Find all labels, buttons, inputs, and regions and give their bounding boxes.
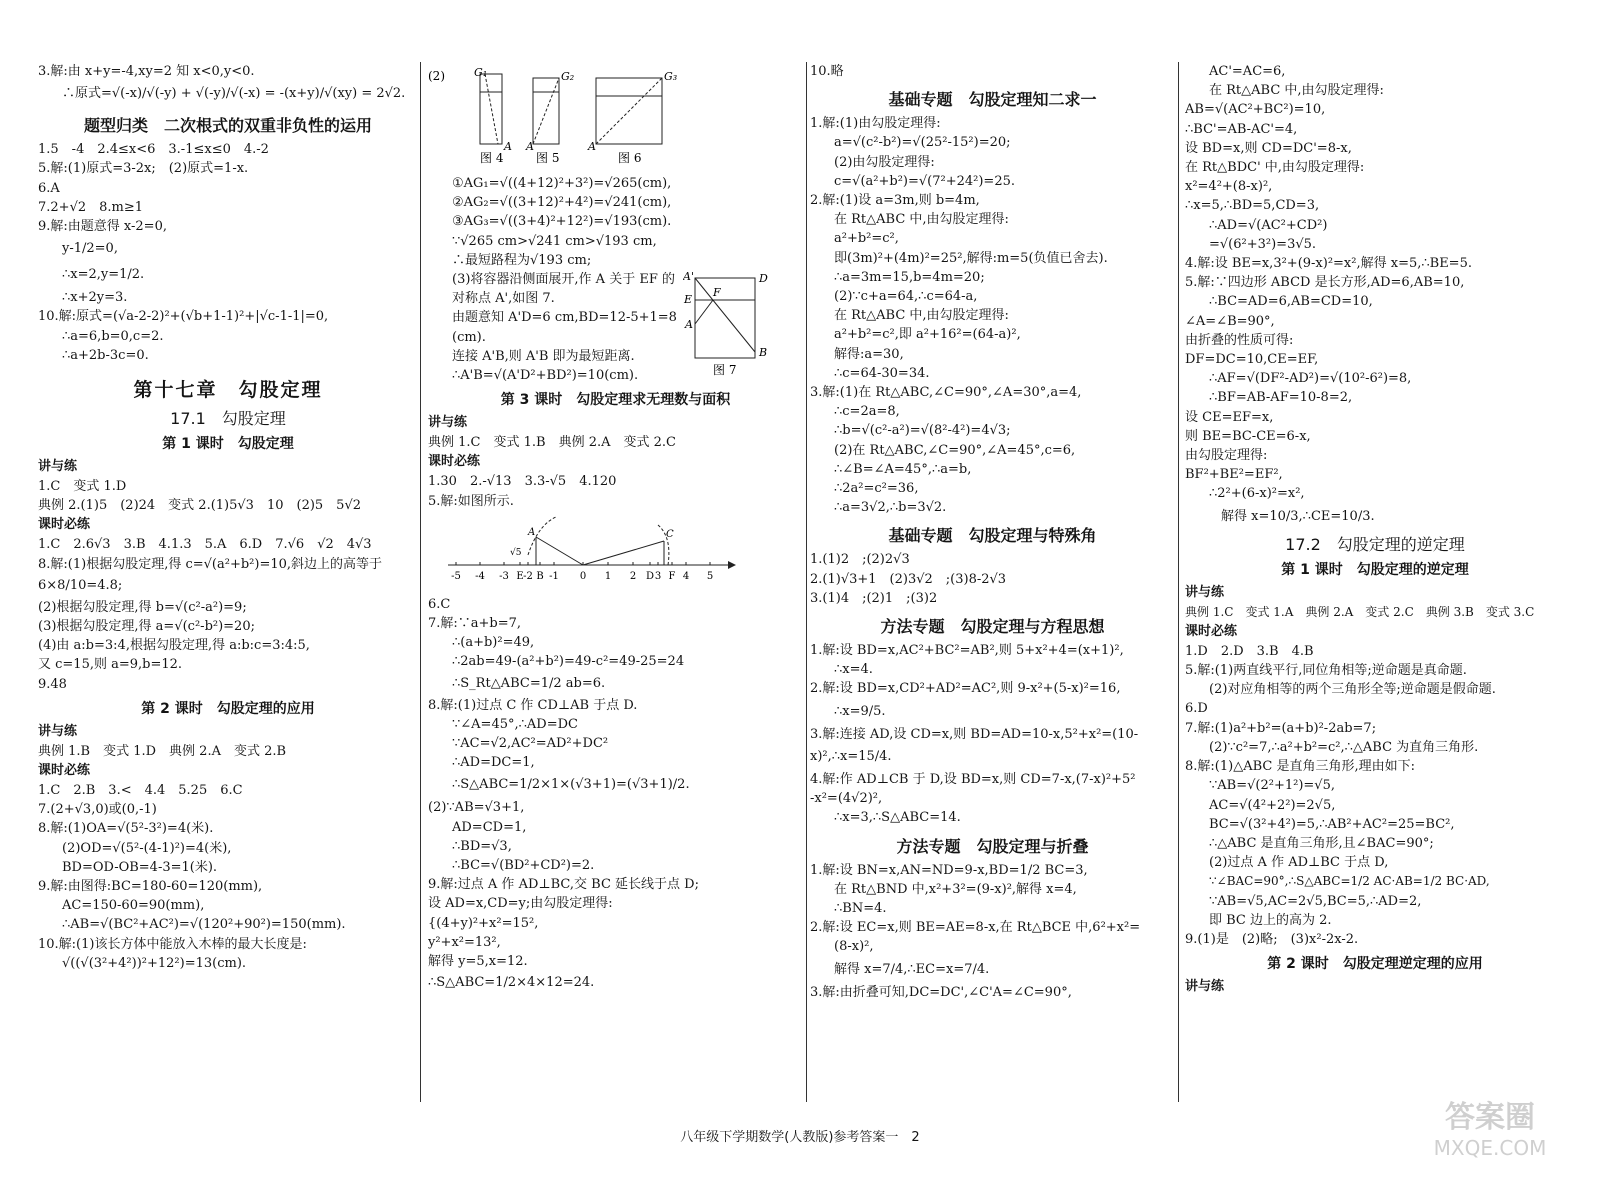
section-heading: 基础专题 勾股定理与特殊角 — [888, 526, 1097, 546]
figures-4-6 — [428, 66, 803, 170]
answer-line: ∴S△ABC=1/2×1×(√3+1)=(√3+1)/2. — [452, 777, 690, 793]
label-e: E — [684, 293, 693, 307]
answer-line: ∴BD=√3, — [452, 838, 512, 854]
answer-line: AB=√(AC²+BC²)=10, — [1185, 102, 1326, 118]
answer-line: ∴AB=√(BC²+AC²)=√(120²+90²)=150(mm). — [62, 917, 346, 933]
answer-line: 6.A — [38, 180, 60, 196]
label-g3: G₃ — [664, 70, 678, 83]
answer-line: ∴原式=√(-x)/√(-y) + √(-y)/√(-x) = -(x+y)/√(xy) = 2√2. — [62, 86, 406, 102]
answer-line: 在 Rt△ABC 中,由勾股定理得: — [1209, 83, 1384, 99]
answer-line: ∴BC=√(BD²+CD²)=2. — [452, 858, 595, 874]
answer-line: ∴(a+b)²=49, — [452, 635, 535, 651]
answer-line: 1.解:设 BD=x,AC²+BC²=AB²,则 5+x²+4=(x+1)², — [810, 643, 1124, 659]
answer-line: 9.48 — [38, 676, 67, 692]
answer-line: c=√(a²+b²)=√(7²+24²)=25. — [834, 173, 1016, 189]
answer-line: 9.(1)是 (2)略; (3)x²-2x-2. — [1185, 931, 1359, 947]
section-title: 17.2 勾股定理的逆定理 — [1285, 534, 1465, 554]
answer-line: 6.D — [1185, 701, 1208, 717]
answer-line: 2.解:设 BD=x,CD²+AD²=AC²,则 9-x²+(5-x)²=16, — [810, 681, 1121, 697]
watermark-text: 答案圈 — [1445, 1100, 1535, 1135]
answer-line: (2)∵c+a=64,∴c=64-a, — [834, 289, 978, 305]
answer-line: ∴x=3,∴S△ABC=14. — [834, 810, 961, 826]
label-a-prime: A' — [683, 270, 694, 284]
answer-line: 设 CE=EF=x, — [1185, 409, 1274, 425]
answer-line: 1.解:设 BN=x,AN=ND=9-x,BD=1/2 BC=3, — [810, 862, 1088, 878]
answer-line: {(4+y)²+x²=15², — [428, 915, 539, 931]
answer-line: BF²+BE²=EF², — [1185, 467, 1283, 483]
answer-line: 3.解:由 x+y=-4,xy=2 知 x<0,y<0. — [38, 64, 255, 79]
answer-line: 9.解:过点 A 作 AD⊥BC,交 BC 延长线于点 D; — [428, 877, 699, 893]
label-d: D — [759, 272, 768, 286]
answer-line: 1.D 2.D 3.B 4.B — [1185, 643, 1314, 659]
lesson-title: 第 1 课时 勾股定理 — [162, 436, 294, 453]
answer-line: 即 BC 边上的高为 2. — [1209, 912, 1332, 928]
answer-line: 3.解:(1)在 Rt△ABC,∠C=90°,∠A=30°,a=4, — [810, 385, 1082, 401]
tag-keshibilian: 课时必练 — [428, 454, 481, 470]
answer-line: 1.解:(1)由勾股定理得: — [810, 116, 941, 132]
answer-line: ∵AB=√5,AC=2√5,BC=5,∴AD=2, — [1209, 893, 1422, 909]
answer-line: x²=4²+(8-x)², — [1185, 179, 1273, 195]
tick-label: F — [668, 570, 676, 582]
divider-1 — [420, 62, 421, 1102]
answer-line: ∴c=2a=8, — [834, 404, 900, 420]
answer-line: 解得 x=7/4,∴EC=x=7/4. — [834, 961, 990, 977]
answer-line: a=√(c²-b²)=√(25²-15²)=20; — [834, 135, 1011, 151]
answer-line: 1.C 变式 1.D — [38, 479, 127, 495]
answer-line: (2)根据勾股定理,得 b=√(c²-a²)=9; — [38, 599, 247, 615]
fig-intro: (2) — [428, 69, 445, 83]
answer-line: ∴a=3m=15,b=4m=20; — [834, 269, 985, 285]
answer-line: ∴c=64-30=34. — [834, 365, 930, 381]
answer-line: 2.(1)√3+1 (2)3√2 ;(3)8-2√3 — [810, 571, 1007, 587]
answer-line: 3.(1)4 ;(2)1 ;(3)2 — [810, 590, 938, 606]
answer-line: 1.(1)2 ;(2)2√3 — [810, 552, 910, 568]
answer-line: ∴a=3√2,∴b=3√2. — [834, 500, 947, 516]
answer-line: 8.解:(1)OA=√(5²-3²)=4(米). — [38, 821, 214, 837]
answer-line: ∴x=2,y=1/2. — [62, 267, 145, 283]
answer-line: a²+b²=c²,即 a²+16²=(64-a)², — [834, 327, 1021, 343]
answer-line: ①AG₁=√((4+12)²+3²)=√265(cm), — [452, 176, 672, 191]
answer-line: 7.(2+√3,0)或(0,-1) — [38, 802, 157, 818]
answer-line: ∵∠BAC=90°,∴S△ABC=1/2 AC·AB=1/2 BC·AD, — [1209, 874, 1490, 889]
answer-line: ∵AC=√2,AC²=AD²+DC² — [452, 736, 609, 752]
answer-line: 又 c=15,则 a=9,b=12. — [38, 657, 183, 673]
answer-line: 5.解:∵四边形 ABCD 是长方形,AD=6,AB=10, — [1185, 275, 1465, 291]
answer-line: ∴x+2y=3. — [62, 290, 128, 306]
answer-line: ∴AF=√(DF²-AD²)=√(10²-6²)=8, — [1209, 371, 1412, 387]
fig6-caption: 图 6 — [618, 151, 642, 165]
divider-3 — [1178, 62, 1179, 1102]
lesson-title: 第 1 课时 勾股定理的逆定理 — [1281, 561, 1469, 578]
answer-line: (2)对应角相等的两个三角形全等;逆命题是假命题. — [1209, 682, 1496, 698]
answer-line: 即(3m)²+(4m)²=25²,解得:m=5(负值已舍去). — [834, 250, 1108, 266]
label-f: F — [713, 286, 721, 300]
answer-line: 10.略 — [810, 64, 844, 79]
answer-line: 由折叠的性质可得: — [1185, 332, 1294, 348]
answer-line: AD=CD=1, — [452, 819, 527, 835]
answer-line: 设 BD=x,则 CD=DC'=8-x, — [1185, 140, 1352, 156]
fig6-path — [596, 78, 662, 144]
tick-label: 0 — [579, 570, 587, 582]
answer-line: (2)在 Rt△ABC,∠C=90°,∠A=45°,c=6, — [834, 442, 1076, 458]
fig7-rect — [695, 278, 755, 358]
tag-jiangyulian: 讲与练 — [1185, 979, 1225, 995]
answer-line: 在 Rt△ABC 中,由勾股定理得: — [834, 308, 1009, 324]
answer-line: ∴2²+(6-x)²=x², — [1209, 486, 1305, 502]
answer-line: ∵∠A=45°,∴AD=DC — [452, 716, 578, 732]
answer-line: (2)由勾股定理得: — [834, 154, 935, 170]
label-sqrt5: √5 — [510, 547, 522, 558]
tick-label: 1 — [604, 570, 612, 582]
answer-line: ∴S_Rt△ABC=1/2 ab=6. — [452, 675, 606, 691]
tag-jiangyulian: 讲与练 — [1185, 584, 1225, 600]
answer-line: 由题意知 A'D=6 cm,BD=12-5+1=8 — [452, 310, 677, 326]
answer-line: AC=150-60=90(mm), — [62, 898, 205, 914]
answer-line: 在 Rt△BDC' 中,由勾股定理得: — [1185, 160, 1365, 176]
watermark-url: MXQE.COM — [1433, 1136, 1547, 1160]
answer-line: (3)将容器沿侧面展开,作 A 关于 EF 的 — [452, 272, 675, 288]
lesson-title: 第 2 课时 勾股定理的应用 — [141, 700, 315, 717]
label-a: A — [504, 140, 512, 153]
fig7-caption: 图 7 — [713, 363, 737, 378]
answer-line: a²+b²=c², — [834, 231, 899, 247]
page-footer: 八年级下学期数学(人教版)参考答案一 2 — [680, 1130, 920, 1145]
answer-line: BD=OD-OB=4-3=1(米). — [62, 859, 218, 875]
answer-line: ∴BN=4. — [834, 900, 887, 916]
answer-line: ∴x=9/5. — [834, 703, 886, 719]
answer-line: ∴a+2b-3c=0. — [62, 347, 149, 363]
label-a: A — [588, 140, 596, 153]
answer-line: ∵AB=√(2²+1²)=√5, — [1209, 778, 1335, 794]
answer-line: ∴BC'=AB-AC'=4, — [1185, 121, 1298, 137]
answer-line: x)²,∴x=15/4. — [810, 748, 892, 764]
answer-line: 1.5 -4 2.4≤x<6 3.-1≤x≤0 4.-2 — [38, 142, 269, 158]
answer-line: ③AG₃=√((3+4)²+12²)=√193(cm). — [452, 214, 672, 230]
answer-line: 6.C — [428, 596, 451, 612]
tick-label: -4 — [475, 570, 485, 582]
answer-line: 6×8/10=4.8; — [38, 577, 123, 593]
column-3 — [810, 62, 1175, 1102]
answer-line: ∴b=√(c²-a²)=√(8²-4²)=4√3; — [834, 423, 1011, 439]
tick-label: -5 — [451, 570, 461, 582]
answer-line: 8.解:(1)△ABC 是直角三角形,理由如下: — [1185, 759, 1415, 775]
answer-line: ∴a=6,b=0,c=2. — [62, 328, 164, 344]
answer-line: ∵√265 cm>√241 cm>√193 cm, — [452, 233, 657, 249]
tick-label: 3 — [654, 570, 662, 582]
answer-line: 对称点 A',如图 7. — [452, 291, 555, 307]
tag-jiangyulian: 讲与练 — [428, 415, 468, 431]
answer-line: 1.30 2.-√13 3.3-√5 4.120 — [428, 474, 617, 490]
answer-line: 在 Rt△BND 中,x²+3²=(9-x)²,解得 x=4, — [834, 881, 1077, 897]
answer-line: ∴S△ABC=1/2×4×12=24. — [428, 975, 595, 991]
answer-line: 3.解:连接 AD,设 CD=x,则 BD=AD=10-x,5²+x²=(10- — [810, 726, 1139, 742]
number-line-figure — [428, 515, 803, 591]
label-c: C — [666, 528, 674, 540]
answer-line: 典例 2.(1)5 (2)24 变式 2.(1)5√3 10 (2)5 5√2 — [38, 498, 362, 514]
answer-line: ∴AD=DC=1, — [452, 755, 535, 771]
fig4-path — [485, 74, 498, 144]
fig7 — [683, 270, 783, 380]
answer-line: (3)根据勾股定理,得 a=√(c²-b²)=20; — [38, 619, 255, 635]
answer-line: ∴AD=√(AC²+CD²) — [1209, 217, 1328, 233]
section-heading: 方法专题 勾股定理与方程思想 — [880, 617, 1105, 637]
answer-line: (2)∵AB=√3+1, — [428, 800, 525, 816]
answer-line: 则 BE=BC-CE=6-x, — [1185, 428, 1311, 444]
tick-label: -1 — [549, 570, 559, 582]
answer-line: 10.解:(1)该长方体中能放入木棒的最大长度是: — [38, 936, 307, 952]
answer-line: 1.C 2.B 3.< 4.4 5.25 6.C — [38, 783, 243, 799]
label-g2: G₂ — [561, 70, 575, 83]
tag-jiangyulian: 讲与练 — [38, 459, 78, 475]
answer-line: -x²=(4√2)², — [810, 791, 883, 807]
axis-arrow — [728, 561, 736, 569]
watermark-logo — [1420, 1087, 1560, 1167]
label-a: A — [526, 140, 534, 153]
label-g1: G₁ — [474, 66, 488, 79]
answer-line: ∴x=4. — [834, 662, 873, 678]
answer-line: 解得 x=10/3,∴CE=10/3. — [1221, 508, 1375, 524]
answer-line: 9.解:由题意得 x-2=0, — [38, 219, 167, 235]
answer-line: 典例 1.B 变式 1.D 典例 2.A 变式 2.B — [38, 743, 287, 759]
answer-line: √((√(3²+4²))²+12²)=13(cm). — [62, 955, 247, 971]
fig7-block — [428, 270, 803, 385]
answer-line: (2)过点 A 作 AD⊥BC 于点 D, — [1209, 855, 1389, 871]
answer-line: =√(6²+3²)=3√5. — [1209, 236, 1317, 252]
answer-line: (cm). — [452, 329, 486, 345]
tick-label: B — [536, 570, 544, 582]
tick-label: 4 — [682, 570, 690, 582]
answer-line: 10.解:原式=(√a-2-2)²+(√b+1-1)²+|√c-1-1|=0, — [38, 309, 329, 325]
tick-label: 2 — [629, 570, 637, 582]
answer-line: ∴A'B=√(A'D²+BD²)=10(cm). — [452, 368, 639, 384]
answer-line: AC'=AC=6, — [1209, 64, 1286, 79]
tag-jiangyulian: 讲与练 — [38, 723, 78, 739]
answer-line: 连接 A'B,则 A'B 即为最短距离. — [452, 348, 635, 364]
answer-line: 典例 1.C 变式 1.A 典例 2.A 变式 2.C 典例 3.B 变式 3.C — [1185, 604, 1535, 619]
tick-label: -3 — [499, 570, 509, 582]
answer-line: (2)OD=√(5²-(4-1)²)=4(米), — [62, 840, 232, 856]
tick-label: 5 — [706, 570, 714, 582]
answer-line: 5.解:如图所示. — [428, 493, 514, 509]
tick-label: -2 — [523, 570, 533, 582]
answer-line: 8.解:(1)根据勾股定理,得 c=√(a²+b²)=10,斜边上的高等于 — [38, 556, 383, 572]
answer-line: ∠A=∠B=90°, — [1185, 313, 1275, 329]
section-heading: 方法专题 勾股定理与折叠 — [896, 836, 1089, 856]
answer-line: AC=√(4²+2²)=2√5, — [1209, 797, 1336, 813]
seg-0c — [583, 541, 664, 565]
answer-line: 9.解:由图得:BC=180-60=120(mm), — [38, 879, 263, 895]
tag-keshibilian: 课时必练 — [1185, 623, 1238, 639]
answer-line: 典例 1.C 变式 1.B 典例 2.A 变式 2.C — [428, 435, 676, 451]
answer-line: 8.解:(1)过点 C 作 CD⊥AB 于点 D. — [428, 697, 638, 713]
answer-line: ∴∠B=∠A=45°,∴a=b, — [834, 461, 972, 477]
answer-line: 3.解:由折叠可知,DC=DC',∠C'A=∠C=90°, — [810, 984, 1072, 1000]
column-2 — [428, 62, 803, 1102]
answer-line: y²+x²=13², — [428, 934, 501, 950]
answer-line: 7.解:∵a+b=7, — [428, 616, 522, 632]
fig4-caption: 图 4 — [480, 151, 504, 165]
answer-line: 2.解:(1)设 a=3m,则 b=4m, — [810, 193, 980, 209]
chapter-title: 第十七章 勾股定理 — [133, 379, 323, 402]
fig5-caption: 图 5 — [536, 151, 560, 165]
answer-line: 由勾股定理得: — [1185, 448, 1268, 464]
answer-line: y-1/2=0, — [62, 241, 118, 257]
answer-line: 1.C 2.6√3 3.B 4.1.3 5.A 6.D 7.√6 √2 4√3 — [38, 537, 372, 553]
label-a: A — [528, 526, 536, 538]
answer-line: 7.解:(1)a²+b²=(a+b)²-2ab=7; — [1185, 720, 1377, 736]
answer-line: ∴2ab=49-(a²+b²)=49-c²=49-25=24 — [452, 654, 685, 670]
answer-line: 5.解:(1)两直线平行,同位角相等;逆命题是真命题. — [1185, 663, 1467, 679]
lesson-title: 第 2 课时 勾股定理逆定理的应用 — [1267, 956, 1483, 973]
answer-line: 在 Rt△ABC 中,由勾股定理得: — [834, 212, 1009, 228]
seg-a0 — [536, 537, 583, 565]
answer-line: ∴x=5,∴BD=5,CD=3, — [1185, 198, 1320, 214]
answer-line: 设 AD=x,CD=y;由勾股定理得: — [428, 896, 613, 912]
answer-line: ∴△ABC 是直角三角形,且∠BAC=90°; — [1209, 835, 1434, 851]
answer-line: (2)∵c²=7,∴a²+b²=c²,∴△ABC 为直角三角形. — [1209, 739, 1479, 755]
answer-line: ∴最短路程为√193 cm; — [452, 252, 592, 268]
answer-line: ∴BF=AB-AF=10-8=2, — [1209, 390, 1353, 406]
tag-keshibilian: 课时必练 — [38, 517, 91, 533]
answer-line: 2.解:设 EC=x,则 BE=AE=8-x,在 Rt△BCE 中,6²+x²= — [810, 920, 1141, 936]
section-title: 17.1 勾股定理 — [170, 409, 286, 429]
label-b: B — [759, 346, 768, 360]
answer-line: 7.2+√2 8.m≥1 — [38, 199, 144, 215]
divider-2 — [806, 62, 807, 1102]
box-figures — [428, 66, 798, 166]
section-heading: 题型归类 二次根式的双重非负性的运用 — [83, 116, 372, 136]
fig5-path — [533, 78, 559, 144]
answer-line: (4)由 a:b=3:4,根据勾股定理,得 a:b:c=3:4:5, — [38, 638, 310, 654]
lesson-title: 第 3 课时 勾股定理求无理数与面积 — [500, 392, 731, 409]
answer-line: 解得 y=5,x=12. — [428, 954, 528, 970]
number-line — [428, 515, 798, 587]
answer-line: ∴2a²=c²=36, — [834, 481, 919, 497]
label-a: A — [685, 318, 693, 332]
tick-label: E — [516, 570, 524, 582]
answer-line: 4.解:作 AD⊥CB 于 D,设 BD=x,则 CD=7-x,(7-x)²+5² — [810, 771, 1136, 787]
fig7-path — [695, 278, 755, 352]
fig7-path2 — [695, 300, 713, 324]
answer-line: (8-x)², — [834, 939, 874, 955]
answer-line: 4.解:设 BE=x,3²+(9-x)²=x²,解得 x=5,∴BE=5. — [1185, 256, 1472, 272]
answer-line: 5.解:(1)原式=3-2x; (2)原式=1-x. — [38, 161, 249, 177]
answer-line: ∴BC=AD=6,AB=CD=10, — [1209, 294, 1373, 310]
answer-line: DF=DC=10,CE=EF, — [1185, 352, 1319, 368]
column-1 — [38, 62, 418, 1102]
tag-keshibilian: 课时必练 — [38, 763, 91, 779]
tick-label: D — [645, 570, 655, 582]
answer-line: BC=√(3²+4²)=5,∴AB²+AC²=25=BC², — [1209, 816, 1455, 832]
answer-line: ②AG₂=√((3+12)²+4²)=√241(cm), — [452, 195, 672, 211]
answer-line: 解得:a=30, — [834, 346, 904, 362]
section-heading: 基础专题 勾股定理知二求一 — [888, 90, 1097, 110]
column-4 — [1185, 62, 1565, 1102]
